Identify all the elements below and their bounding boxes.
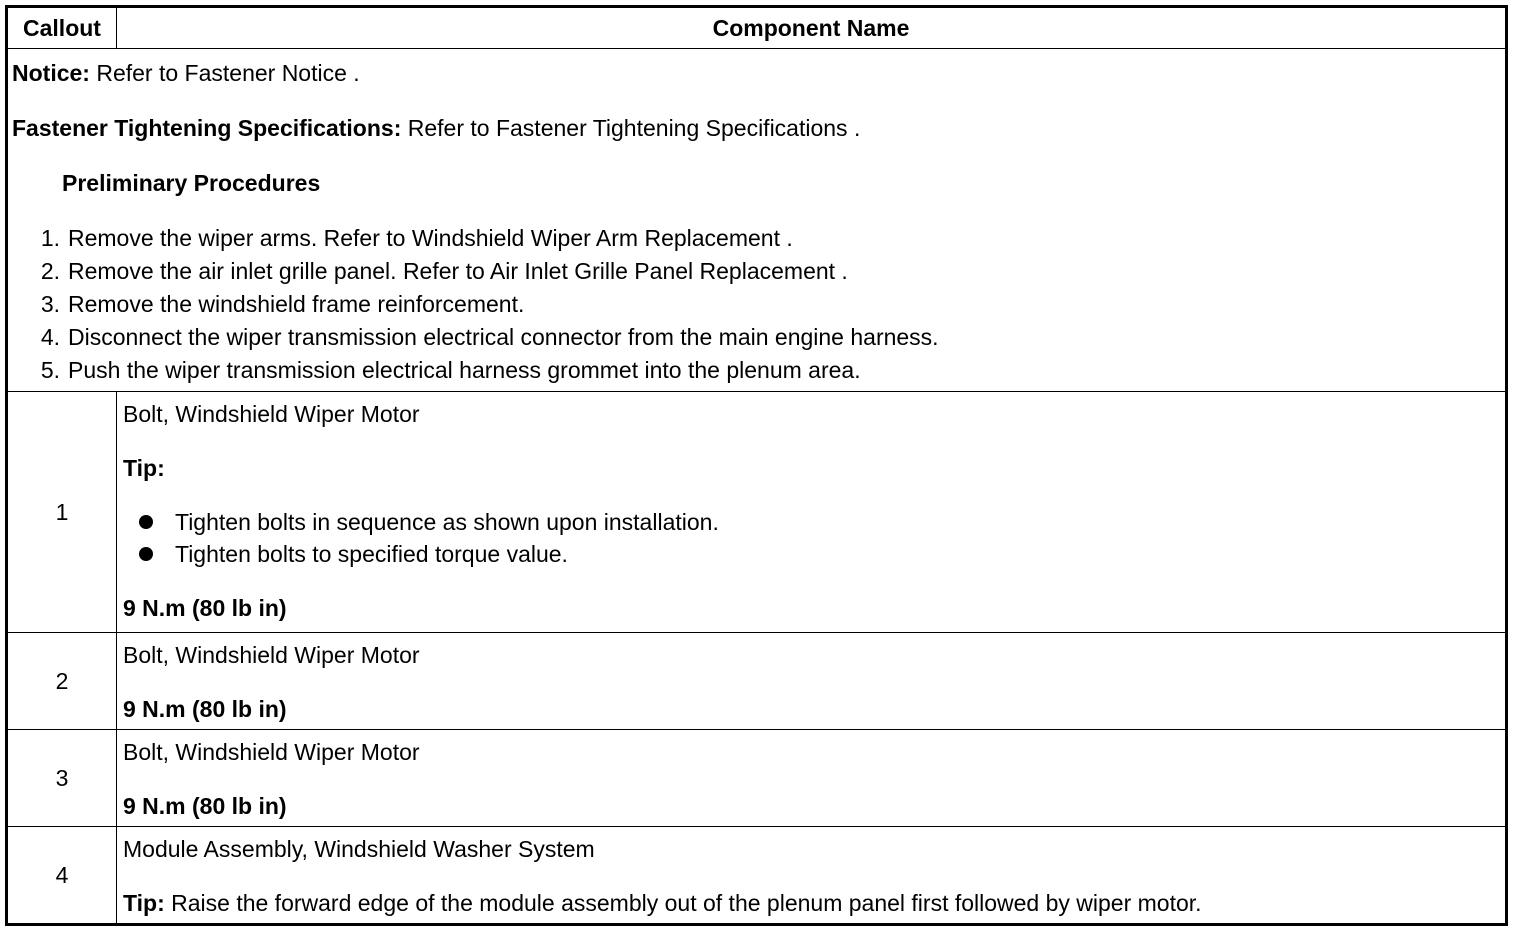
step-number: 1. <box>40 225 60 251</box>
tip-label: Tip: <box>123 455 165 481</box>
preliminary-procedures-title: Preliminary Procedures <box>62 170 321 196</box>
fastener-spec-line <box>12 112 1501 145</box>
bullet-text: Tighten bolts in sequence as shown upon installation. <box>175 509 719 535</box>
callout-header: Callout <box>7 7 117 49</box>
torque-spec: 9 N.m (80 lb in) <box>123 793 287 819</box>
step-number: 3. <box>40 291 60 317</box>
table-header-row <box>7 7 1507 49</box>
bullet-text: Tighten bolts to specified torque value. <box>175 541 568 567</box>
step-number: 2. <box>40 258 60 284</box>
table-row <box>7 730 1507 827</box>
component-cell <box>117 633 1507 730</box>
list-item <box>12 222 1501 255</box>
list-item <box>123 506 1499 538</box>
list-item <box>12 354 1501 387</box>
component-cell <box>117 730 1507 827</box>
tip-bullets <box>123 506 1499 570</box>
tip-line <box>123 887 1499 919</box>
intro-row <box>7 49 1507 392</box>
notice-text: Refer to Fastener Notice . <box>89 60 360 86</box>
fastener-spec-text: Refer to Fastener Tightening Specifications . <box>401 115 861 141</box>
callout-number: 1 <box>7 392 117 633</box>
callout-number: 4 <box>7 827 117 925</box>
step-number: 4. <box>40 324 60 350</box>
step-text: Push the wiper transmission electrical harness grommet into the plenum area. <box>68 357 861 383</box>
table-row <box>7 392 1507 633</box>
step-text: Remove the air inlet grille panel. Refer to Air Inlet Grille Panel Replacement . <box>68 258 848 284</box>
preliminary-steps-list <box>12 222 1501 387</box>
callout-number: 2 <box>7 633 117 730</box>
list-item <box>12 288 1501 321</box>
step-number: 5. <box>40 357 60 383</box>
bullet-icon <box>139 515 153 529</box>
callout-number: 3 <box>7 730 117 827</box>
list-item <box>123 538 1499 570</box>
tip-label: Tip: <box>123 890 165 916</box>
torque-spec: 9 N.m (80 lb in) <box>123 595 287 621</box>
torque-spec: 9 N.m (80 lb in) <box>123 696 287 722</box>
component-name: Module Assembly, Windshield Washer System <box>123 836 595 862</box>
component-name-header: Component Name <box>117 7 1507 49</box>
step-text: Remove the windshield frame reinforcement. <box>68 291 525 317</box>
component-cell <box>117 827 1507 925</box>
list-item <box>12 321 1501 354</box>
fastener-spec-label: Fastener Tightening Specifications: <box>12 115 402 141</box>
component-name: Bolt, Windshield Wiper Motor <box>123 739 420 765</box>
component-name: Bolt, Windshield Wiper Motor <box>123 642 420 668</box>
bullet-icon <box>139 547 153 561</box>
tip-text: Raise the forward edge of the module assembly out of the plenum panel first followed by wiper motor. <box>164 890 1202 916</box>
intro-cell <box>7 49 1507 392</box>
list-item <box>12 255 1501 288</box>
step-text: Remove the wiper arms. Refer to Windshield Wiper Arm Replacement . <box>68 225 793 251</box>
table-row <box>7 827 1507 925</box>
notice-label: Notice: <box>12 60 90 86</box>
component-cell <box>117 392 1507 633</box>
component-name: Bolt, Windshield Wiper Motor <box>123 401 420 427</box>
step-text: Disconnect the wiper transmission electrical connector from the main engine harness. <box>68 324 939 350</box>
component-table <box>5 5 1508 926</box>
notice-line <box>12 57 1501 90</box>
table-row <box>7 633 1507 730</box>
